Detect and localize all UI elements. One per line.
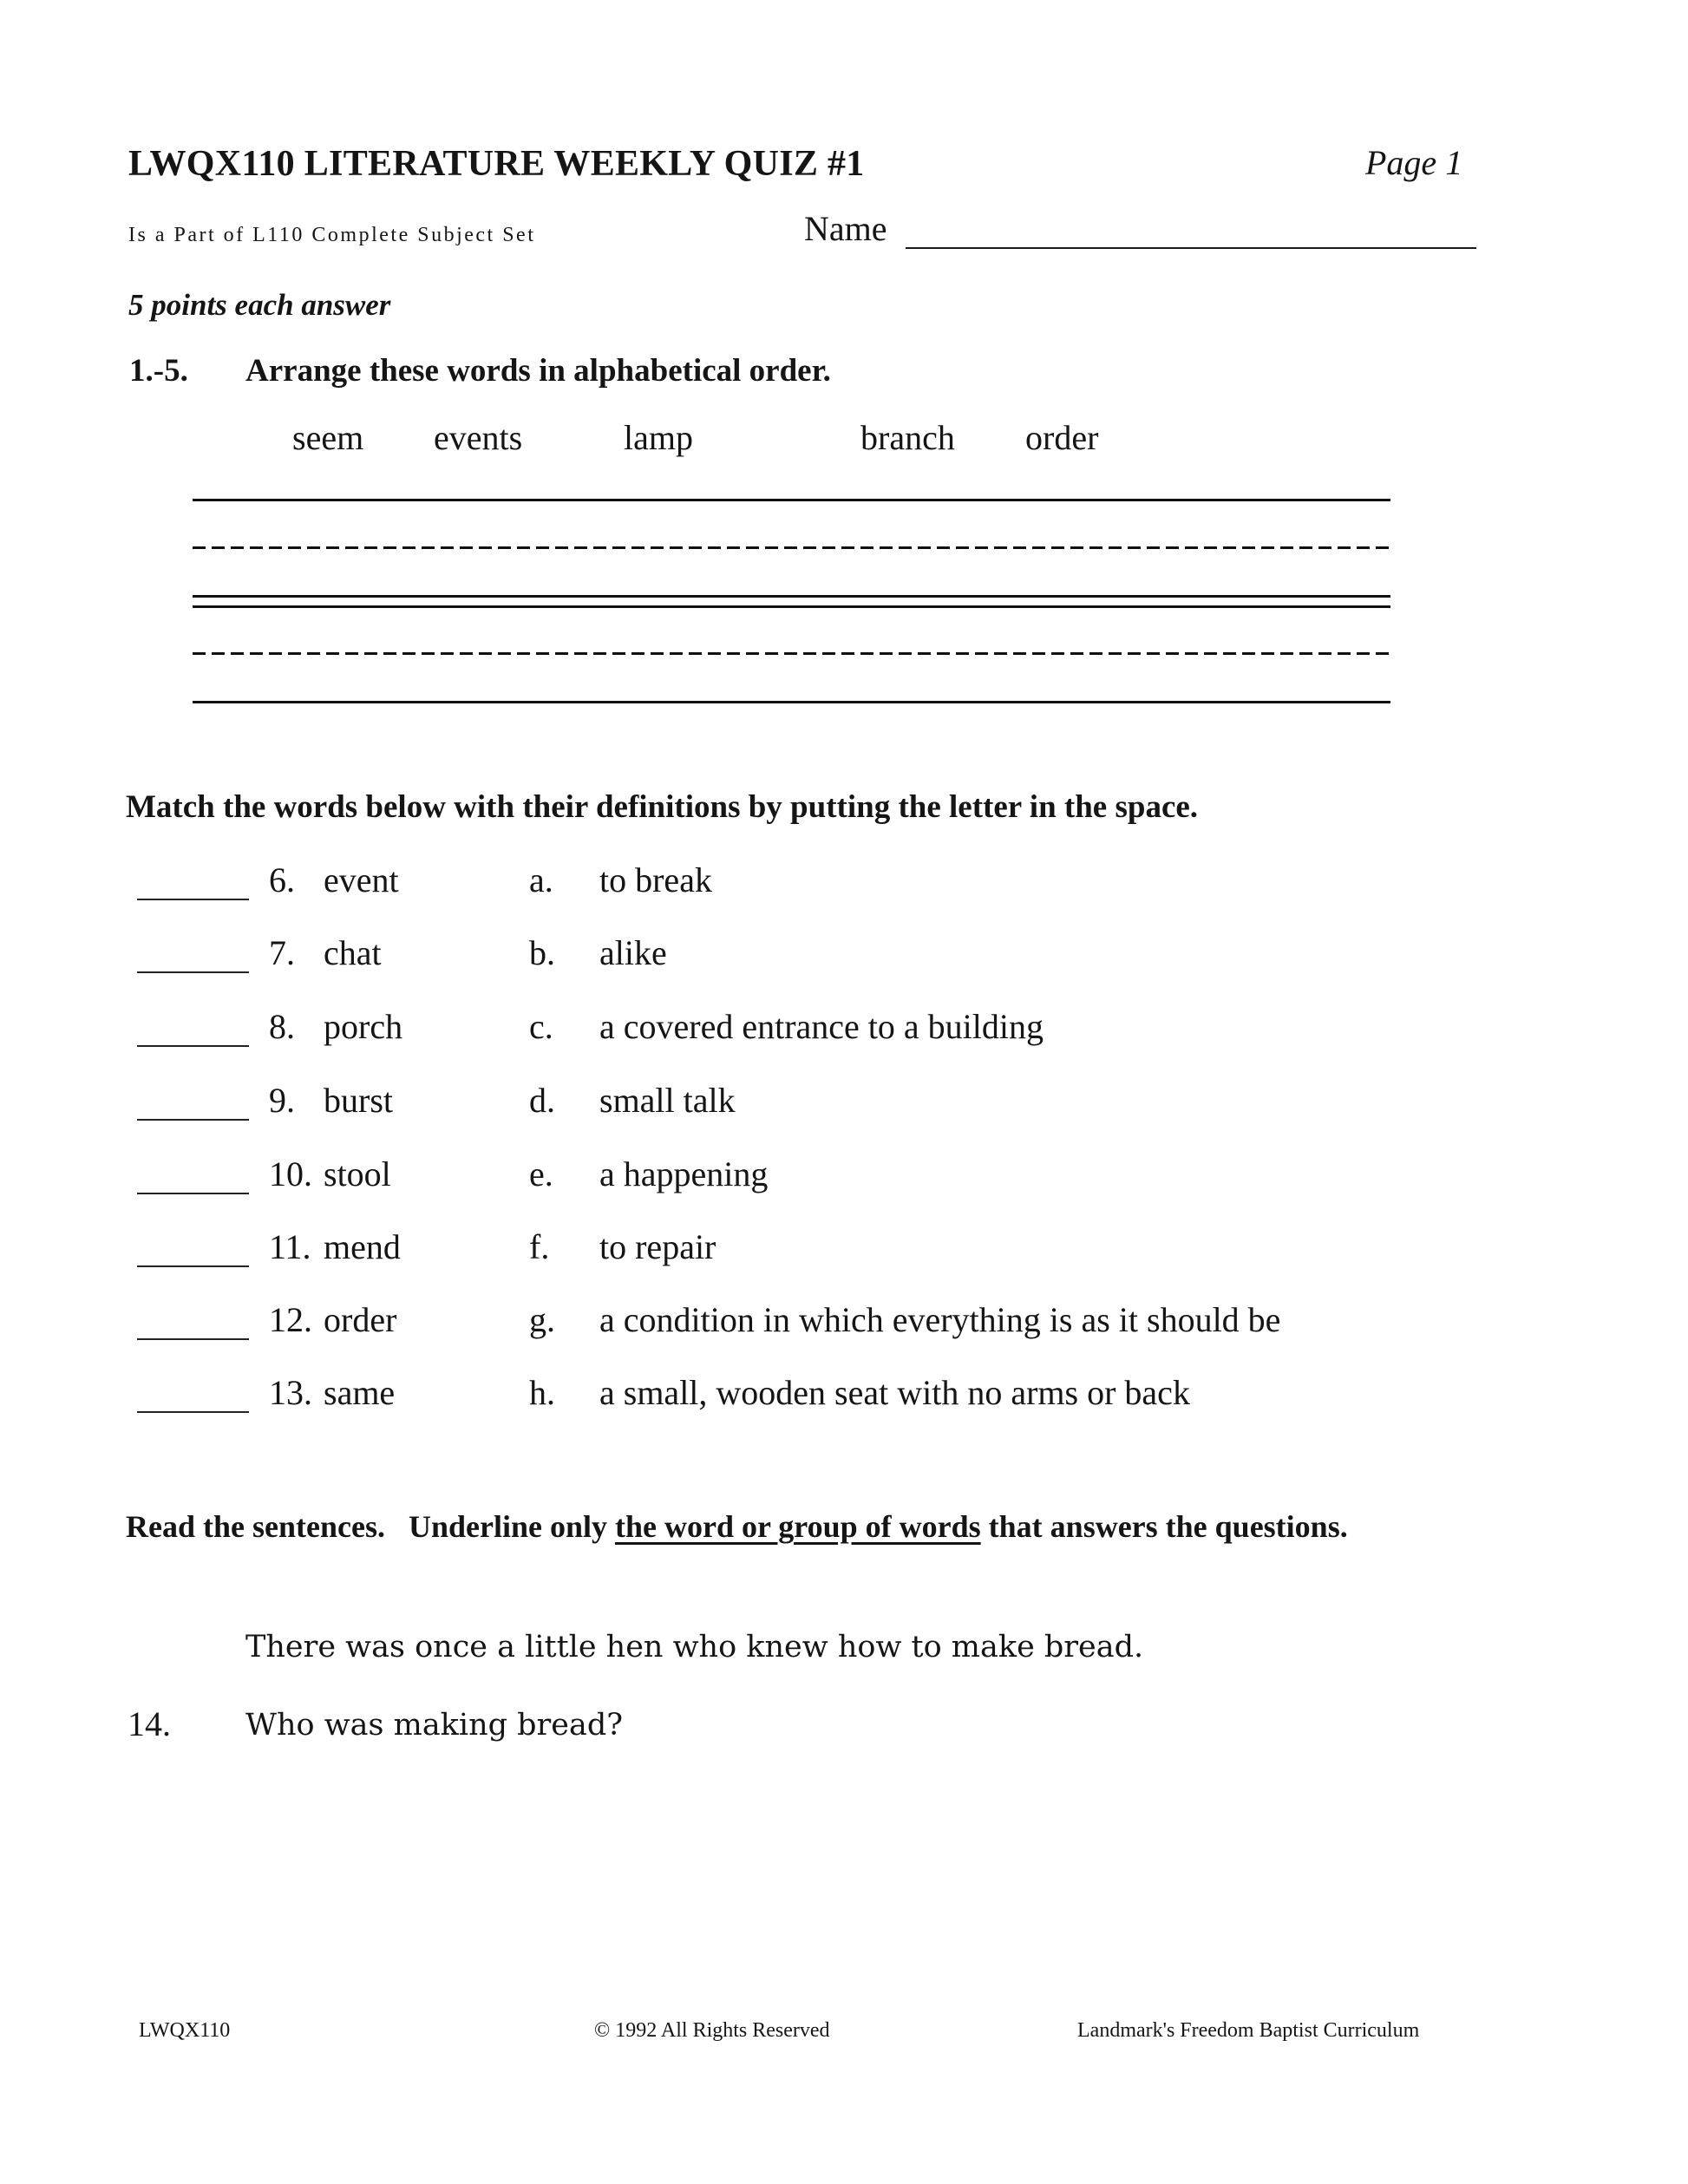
answer-blank[interactable] bbox=[137, 1193, 249, 1194]
vocabulary-word: event bbox=[324, 860, 399, 899]
answer-blank[interactable] bbox=[137, 971, 249, 973]
definition-text: a happening bbox=[599, 1154, 769, 1193]
writing-line-dashed bbox=[193, 546, 1390, 549]
definition-text: to break bbox=[599, 860, 712, 899]
vocabulary-word: order bbox=[324, 1299, 397, 1339]
item-number: 12. bbox=[269, 1299, 312, 1339]
definition-letter: h. bbox=[529, 1372, 555, 1412]
name-label: Name bbox=[804, 209, 887, 248]
item-number: 11. bbox=[269, 1226, 311, 1266]
item-number: 8. bbox=[269, 1006, 295, 1046]
instruction-text: Read the sentences. Underline only bbox=[126, 1509, 615, 1544]
writing-line-solid[interactable] bbox=[193, 605, 1390, 608]
quiz-title: LWQX110 LITERATURE WEEKLY QUIZ #1 bbox=[128, 144, 865, 184]
vocabulary-word: burst bbox=[324, 1080, 393, 1120]
item-number: 9. bbox=[269, 1080, 295, 1120]
definition-text: small talk bbox=[599, 1080, 736, 1120]
alphabetize-instruction: Arrange these words in alphabetical order. bbox=[245, 353, 831, 389]
word-to-sort: branch bbox=[860, 418, 955, 457]
answer-blank[interactable] bbox=[137, 1411, 249, 1413]
points-note: 5 points each answer bbox=[128, 288, 391, 322]
footer-code: LWQX110 bbox=[139, 2019, 231, 2042]
definition-letter: f. bbox=[529, 1226, 550, 1266]
definition-letter: e. bbox=[529, 1154, 553, 1193]
definition-letter: c. bbox=[529, 1006, 553, 1046]
word-to-sort: order bbox=[1025, 418, 1099, 457]
answer-blank[interactable] bbox=[137, 1265, 249, 1267]
vocabulary-word: same bbox=[324, 1372, 396, 1412]
instruction-underlined-text: the word or group of words bbox=[614, 1509, 981, 1544]
definition-text: a small, wooden seat with no arms or back bbox=[599, 1372, 1190, 1412]
definition-text: alike bbox=[599, 932, 667, 972]
answer-blank[interactable] bbox=[137, 1119, 249, 1121]
vocabulary-word: porch bbox=[324, 1006, 403, 1046]
vocabulary-word: mend bbox=[324, 1226, 401, 1266]
footer-copyright: © 1992 All Rights Reserved bbox=[594, 2019, 830, 2042]
item-number: 13. bbox=[269, 1372, 312, 1412]
item-number: 7. bbox=[269, 932, 295, 972]
answer-blank[interactable] bbox=[137, 1338, 249, 1340]
writing-line-dashed bbox=[193, 652, 1390, 655]
matching-instruction: Match the words below with their definitions by putting the letter in the space. bbox=[126, 789, 1199, 825]
item-number: 6. bbox=[269, 860, 295, 899]
writing-line-solid[interactable] bbox=[193, 595, 1390, 598]
vocabulary-word: stool bbox=[324, 1154, 391, 1193]
definition-letter: b. bbox=[529, 932, 555, 972]
question-14-text: Who was making bread? bbox=[245, 1708, 624, 1743]
item-number: 10. bbox=[269, 1154, 312, 1193]
answer-blank[interactable] bbox=[137, 1045, 249, 1047]
definition-text: a covered entrance to a building bbox=[599, 1006, 1044, 1046]
answer-blank[interactable] bbox=[137, 899, 249, 900]
word-to-sort: events bbox=[434, 418, 523, 457]
writing-line-solid[interactable] bbox=[193, 701, 1390, 703]
page-number: Page 1 bbox=[1365, 143, 1463, 182]
vocabulary-word: chat bbox=[324, 932, 382, 972]
name-field[interactable] bbox=[906, 247, 1476, 249]
definition-letter: g. bbox=[529, 1299, 555, 1339]
definition-text: a condition in which everything is as it should be bbox=[599, 1299, 1281, 1339]
instruction-text: that answers the questions. bbox=[980, 1509, 1348, 1544]
subtitle: Is a Part of L110 Complete Subject Set bbox=[128, 224, 536, 246]
definition-letter: a. bbox=[529, 860, 553, 899]
question-number-1-5: 1.-5. bbox=[129, 353, 188, 389]
reading-passage: There was once a little hen who knew how to make bread. bbox=[245, 1630, 1144, 1664]
word-to-sort: lamp bbox=[624, 418, 693, 457]
question-number-14: 14. bbox=[128, 1704, 171, 1743]
definition-letter: d. bbox=[529, 1080, 555, 1120]
footer-publisher: Landmark's Freedom Baptist Curriculum bbox=[1077, 2019, 1420, 2042]
writing-line-solid[interactable] bbox=[193, 499, 1390, 501]
word-to-sort: seem bbox=[292, 418, 364, 457]
underline-instruction bbox=[126, 1507, 1427, 1546]
definition-text: to repair bbox=[599, 1226, 716, 1266]
